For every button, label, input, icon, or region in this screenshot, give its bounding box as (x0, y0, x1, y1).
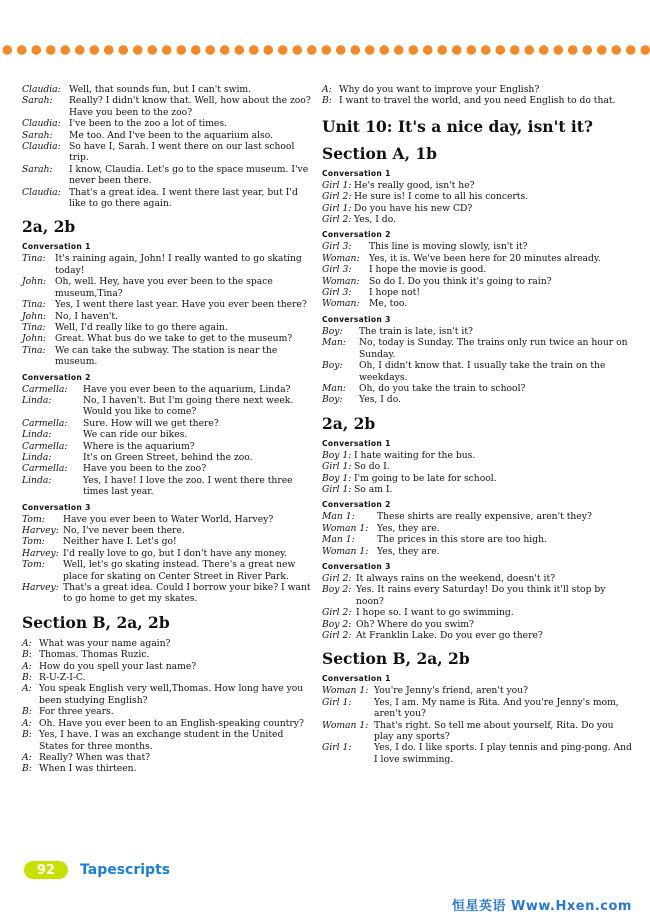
section-heading: 2a, 2b (322, 413, 376, 433)
dialogue-line (322, 685, 632, 696)
speaker-label: B: (322, 95, 332, 107)
speaker-label: Linda: (22, 429, 52, 441)
dialogue-text: Yes. It rains every Saturday! Do you think it'll stop by noon? (356, 584, 606, 607)
dialogue-text: No, today is Sunday. The trains only run twice an hour on Sunday. (359, 337, 628, 360)
dialogue-text: Really? I didn't know that. Well, how about the zoo? Have you been to the zoo? (69, 95, 311, 118)
speaker-label: Girl 1: (322, 696, 352, 708)
dialogue-text: You speak English very well,Thomas. How long have you been studying English? (39, 683, 304, 706)
dialogue-line (322, 742, 632, 765)
dialogue-line (322, 546, 632, 557)
dialogue-line (22, 559, 312, 582)
dialogue-text: No, I've never been there. (63, 525, 185, 536)
dialogue-line (322, 523, 632, 534)
speaker-label: Claudia: (22, 84, 61, 95)
dialogue-text: So do I. (354, 461, 390, 473)
dialogue-text: So have I, Sarah. I went there on our last school trip. (69, 141, 295, 164)
dialogue-text: Well, let's go skating instead. There's a great new place for skating on Center Street in River Park. (63, 559, 296, 582)
dialogue-text: No, I haven't. (55, 310, 119, 322)
speaker-label: A: (22, 717, 32, 729)
dialogue-text: I know, Claudia. Let's go to the space museum. I've never been there. (69, 163, 309, 187)
speaker-label: Girl 1: (322, 179, 352, 191)
dialogue-text: It's on Green Street, behind the zoo. (83, 451, 253, 463)
conversation-heading: Conversation 1 (322, 438, 391, 448)
dialogue-line (322, 511, 632, 522)
dialogue-line (322, 214, 632, 225)
speaker-label: A: (322, 84, 332, 95)
speaker-label: Harvey: (22, 547, 59, 559)
speaker-label: Boy: (322, 394, 343, 406)
dialogue-line (322, 534, 632, 545)
footer-title: Tapescripts (80, 862, 171, 878)
dialogue-text: Sure. How will we get there? (83, 417, 219, 429)
dialogue-text: Oh, I didn't know that. I usually take the train on the weekdays. (359, 360, 606, 383)
dialogue-text: Yes, I am. My name is Rita. And you're Jenny's mom, aren't you? (374, 696, 619, 720)
dialogue-text: R-U-Z-I-C. (39, 672, 86, 684)
speaker-label: John: (22, 276, 47, 288)
speaker-label: Boy: (322, 360, 343, 372)
speaker-label: Tina: (22, 299, 46, 311)
dialogue-line (22, 475, 312, 498)
dialogue-line (22, 187, 312, 210)
speaker-label: Woman 1: (322, 685, 369, 697)
dialogue-text: Why do you want to improve your English? (339, 84, 540, 95)
speaker-label: John: (22, 333, 47, 345)
dialogue-text: No, I haven't. But I'm going there next week. Would you like to come? (83, 394, 294, 418)
dialogue-line (22, 418, 312, 429)
dialogue-line (22, 345, 312, 368)
speaker-label: Woman 1: (322, 545, 369, 557)
speaker-label: Tina: (22, 344, 46, 356)
dialogue-text: Have you been to the zoo? (83, 463, 207, 475)
dialogue-text: He sure is! I come to all his concerts. (354, 191, 529, 203)
dialogue-text: Yes, I do. (359, 394, 401, 406)
dialogue-line (22, 514, 312, 525)
speaker-label: Claudia: (22, 118, 61, 130)
dialogue-line (22, 333, 312, 344)
speaker-label: Carmella: (22, 383, 68, 395)
dialogue-line (22, 253, 312, 276)
dialogue-line (22, 95, 312, 118)
dialogue-line (322, 95, 632, 106)
dialogue-line (22, 525, 312, 536)
speaker-label: Boy: (322, 325, 343, 337)
speaker-label: Harvey: (22, 582, 59, 594)
conversation-heading: Conversation 3 (22, 502, 91, 512)
conversation-heading: Conversation 2 (322, 500, 391, 510)
dialogue-text: Well, that sounds fun, but I can't swim. (69, 84, 252, 95)
section-heading: Section B, 2a, 2b (322, 649, 470, 669)
speaker-label: John: (22, 310, 47, 322)
speaker-label: Girl 1: (322, 483, 352, 495)
dialogue-text: Oh, well. Hey, have you ever been to the space museum,Tina? (55, 276, 273, 299)
speaker-label: Woman 1: (322, 719, 369, 731)
dialogue-line (322, 360, 632, 383)
conversation-heading: Conversation 3 (322, 561, 391, 571)
dialogue-line (22, 164, 312, 187)
dialogue-text: Oh, do you take the train to school? (359, 382, 526, 394)
dialogue-line (322, 607, 632, 618)
dialogue-line (22, 672, 312, 683)
dialogue-text: The prices in this store are too high. (377, 534, 547, 546)
conversation-heading: Conversation 1 (322, 674, 391, 684)
speaker-label: Sarah: (22, 129, 53, 141)
speaker-label: Claudia: (22, 186, 61, 198)
watermark: 恒星英语 Www.Hxen.com (452, 899, 632, 914)
speaker-label: Man 1: (322, 534, 355, 546)
speaker-label: B: (22, 763, 32, 775)
speaker-label: Girl 2: (322, 214, 352, 226)
dialogue-line (22, 582, 312, 605)
dialogue-text: Do you have his new CD? (354, 202, 473, 214)
dialogue-text: We can take the subway. The station is near the museum. (55, 344, 278, 368)
dialogue-line (322, 697, 632, 720)
speaker-label: Girl 2: (322, 191, 352, 203)
dialogue-text: The train is late, isn't it? (359, 325, 473, 337)
speaker-label: Claudia: (22, 141, 61, 153)
dialogue-text: What was your name again? (39, 637, 171, 649)
dialogue-text: That's right. So tell me about yourself, Rita. Do you play any sports? (374, 719, 614, 743)
dialogue-line (22, 661, 312, 672)
right-column (322, 84, 632, 765)
conversation-heading: Conversation 3 (322, 314, 391, 324)
dialogue-line (22, 118, 312, 129)
speaker-label: Girl 3: (322, 287, 352, 299)
dialogue-line (22, 84, 312, 95)
speaker-label: Carmella: (22, 417, 68, 429)
speaker-label: Girl 3: (322, 241, 352, 253)
dialogue-text: I'm going to be late for school. (354, 472, 497, 484)
speaker-label: Man: (322, 337, 346, 349)
dialogue-line (22, 130, 312, 141)
speaker-label: Man 1: (322, 511, 355, 523)
dialogue-line (22, 441, 312, 452)
speaker-label: Girl 2: (322, 607, 352, 619)
dialogue-text: This line is moving slowly, isn't it? (369, 241, 528, 253)
dialogue-line (322, 473, 632, 484)
speaker-label: Boy 1: (322, 472, 352, 484)
speaker-label: B: (22, 672, 32, 684)
speaker-label: A: (22, 660, 32, 672)
dialogue-line (322, 276, 632, 287)
dialogue-text: He's really good, isn't he? (354, 179, 475, 191)
section-heading: Section A, 1b (322, 143, 437, 163)
speaker-label: Sarah: (22, 163, 53, 175)
dialogue-text: I hope so. I want to go swimming. (356, 607, 514, 619)
left-column (22, 84, 312, 775)
dialogue-line (22, 752, 312, 763)
dialogue-text: Yes, I went there last year. Have you ever been there? (55, 299, 307, 311)
speaker-label: Carmella: (22, 440, 68, 452)
dialogue-line (22, 322, 312, 333)
dialogue-line (322, 203, 632, 214)
dialogue-text: Where is the aquarium? (83, 440, 195, 452)
dialogue-line (322, 191, 632, 202)
conversation-heading: Conversation 1 (322, 168, 391, 178)
speaker-label: Carmella: (22, 463, 68, 475)
dialogue-text: When I was thirteen. (39, 763, 137, 775)
speaker-label: Boy 1: (322, 449, 352, 461)
dialogue-line (322, 264, 632, 275)
dialogue-text: I want to travel the world, and you need English to do that. (339, 95, 616, 107)
dialogue-text: Have you ever been to the aquarium, Linda? (83, 383, 291, 395)
speaker-label: A: (22, 751, 32, 763)
dialogue-line (322, 180, 632, 191)
dialogue-text: Yes, they are. (377, 545, 440, 557)
dialogue-line (322, 241, 632, 252)
dialogue-text: Me, too. (369, 298, 408, 310)
dialogue-line (22, 452, 312, 463)
section-heading: Section B, 2a, 2b (22, 612, 170, 632)
dialogue-text: How do you spell your last name? (39, 660, 197, 672)
dialogue-text: Great. What bus do we take to get to the museum? (55, 333, 293, 345)
dialogue-text: Yes, it is. We've been here for 20 minutes already. (369, 252, 601, 264)
speaker-label: Girl 1: (322, 461, 352, 473)
conversation-heading: Conversation 1 (22, 242, 91, 252)
dialogue-line (22, 729, 312, 752)
speaker-label: Man: (322, 382, 346, 394)
dialogue-text: I've been to the zoo a lot of times. (69, 118, 227, 130)
page-number: 92 (24, 861, 68, 879)
dialogue-text: Yes, I do. I like sports. I play tennis and ping-pong. And I love swimming. (374, 742, 632, 765)
speaker-label: Sarah: (22, 95, 53, 107)
dialogue-line (322, 484, 632, 495)
speaker-label: Boy 2: (322, 584, 352, 596)
speaker-label: Girl 2: (322, 630, 352, 641)
speaker-label: Girl 1: (322, 202, 352, 214)
dialogue-text: It's raining again, John! I really wanted to go skating today! (55, 253, 302, 276)
dialogue-line (22, 395, 312, 418)
dialogue-line (22, 429, 312, 440)
speaker-label: Tom: (22, 559, 45, 571)
speaker-label: B: (22, 729, 32, 741)
speaker-label: Girl 2: (322, 572, 352, 584)
dialogue-line (322, 298, 632, 309)
dialogue-line (322, 394, 632, 405)
section-heading: 2a, 2b (22, 217, 76, 237)
conversation-heading: Conversation 2 (322, 230, 391, 240)
dialogue-text: Oh? Where do you swim? (356, 618, 474, 630)
speaker-label: Woman: (322, 252, 360, 264)
speaker-label: Tina: (22, 321, 46, 333)
dialogue-text: Well, I'd really like to go there again. (55, 321, 228, 333)
dialogue-line (22, 299, 312, 310)
speaker-label: B: (22, 649, 32, 661)
speaker-label: Woman: (322, 275, 360, 287)
dialogue-line (322, 450, 632, 461)
speaker-label: Girl 1: (322, 742, 352, 754)
dialogue-text: I'd really love to go, but I don't have any money. (63, 547, 288, 559)
speaker-label: B: (22, 706, 32, 718)
dialogue-line (22, 141, 312, 164)
speaker-label: Tom: (22, 536, 45, 548)
conversation-heading: Conversation 2 (22, 372, 91, 382)
dialogue-text: I hope not! (369, 287, 421, 299)
dialogue-text: Yes, I do. (354, 214, 396, 226)
dialogue-line (22, 276, 312, 299)
speaker-label: Woman 1: (322, 522, 369, 534)
dialogue-text: These shirts are really expensive, aren't they? (377, 511, 592, 523)
dialogue-line (322, 337, 632, 360)
dialogue-text: You're Jenny's friend, aren't you? (374, 685, 529, 697)
speaker-label: Woman: (322, 298, 360, 310)
dialogue-line (322, 383, 632, 394)
page-footer (24, 859, 170, 881)
dialogue-line (322, 461, 632, 472)
dialogue-line (22, 463, 312, 474)
dialogue-text: Have you ever been to Water World, Harvey? (63, 513, 274, 525)
dialogue-text: I hate waiting for the bus. (354, 449, 476, 461)
dialogue-line (22, 311, 312, 322)
dialogue-text: I hope the movie is good. (369, 264, 487, 276)
dialogue-text: Really? When was that? (39, 751, 151, 763)
section-heading: Unit 10: It's a nice day, isn't it? (322, 116, 594, 136)
dialogue-line (322, 84, 632, 95)
dialogue-line (22, 683, 312, 706)
dialogue-line (322, 253, 632, 264)
speaker-label: A: (22, 683, 32, 695)
dialogue-text: Yes, I have. I was an exchange student in the United States for three months. (39, 729, 284, 752)
dialogue-text: Yes, they are. (377, 522, 440, 534)
dialogue-text: Oh. Have you ever been to an English-speaking country? (39, 717, 304, 729)
speaker-label: Harvey: (22, 525, 59, 536)
dialogue-line (22, 536, 312, 547)
orange-dot-border (0, 44, 650, 56)
dialogue-line (322, 619, 632, 630)
dialogue-line (22, 638, 312, 649)
dialogue-text: So am I. (354, 483, 393, 495)
dialogue-text: Thomas. Thomas Ruzic. (39, 649, 150, 661)
dialogue-line (22, 718, 312, 729)
dialogue-text: We can ride our bikes. (83, 429, 188, 441)
dialogue-line (322, 720, 632, 743)
dialogue-text: It always rains on the weekend, doesn't it? (356, 572, 556, 584)
speaker-label: Linda: (22, 474, 52, 486)
dialogue-text: Neither have I. Let's go! (63, 536, 177, 548)
dialogue-line (322, 584, 632, 607)
dialogue-text: Yes, I have! I love the zoo. I went there three times last year. (83, 474, 293, 498)
dialogue-line (22, 649, 312, 660)
speaker-label: Tina: (22, 253, 46, 265)
speaker-label: Boy 2: (322, 618, 352, 630)
speaker-label: A: (22, 637, 32, 649)
dialogue-text: That's a great idea. Could I borrow your bike? I want to go home to get my skates. (63, 582, 311, 605)
speaker-label: Tom: (22, 513, 45, 525)
speaker-label: Linda: (22, 451, 52, 463)
dialogue-text: Me too. And I've been to the aquarium also. (69, 129, 274, 141)
dialogue-text: So do I. Do you think it's going to rain? (369, 275, 552, 287)
speaker-label: Linda: (22, 394, 52, 406)
dialogue-text: That's a great idea. I went there last year, but I'd like to go there again. (69, 186, 298, 210)
speaker-label: Girl 3: (322, 264, 352, 276)
dialogue-text: At Franklin Lake. Do you ever go there? (356, 630, 543, 641)
dialogue-line (22, 548, 312, 559)
dialogue-line (322, 573, 632, 584)
dialogue-line (22, 763, 312, 774)
dialogue-line (22, 706, 312, 717)
dialogue-line (322, 287, 632, 298)
dialogue-line (22, 384, 312, 395)
dialogue-text: For three years. (39, 706, 114, 718)
dialogue-line (322, 630, 632, 641)
dialogue-line (322, 326, 632, 337)
